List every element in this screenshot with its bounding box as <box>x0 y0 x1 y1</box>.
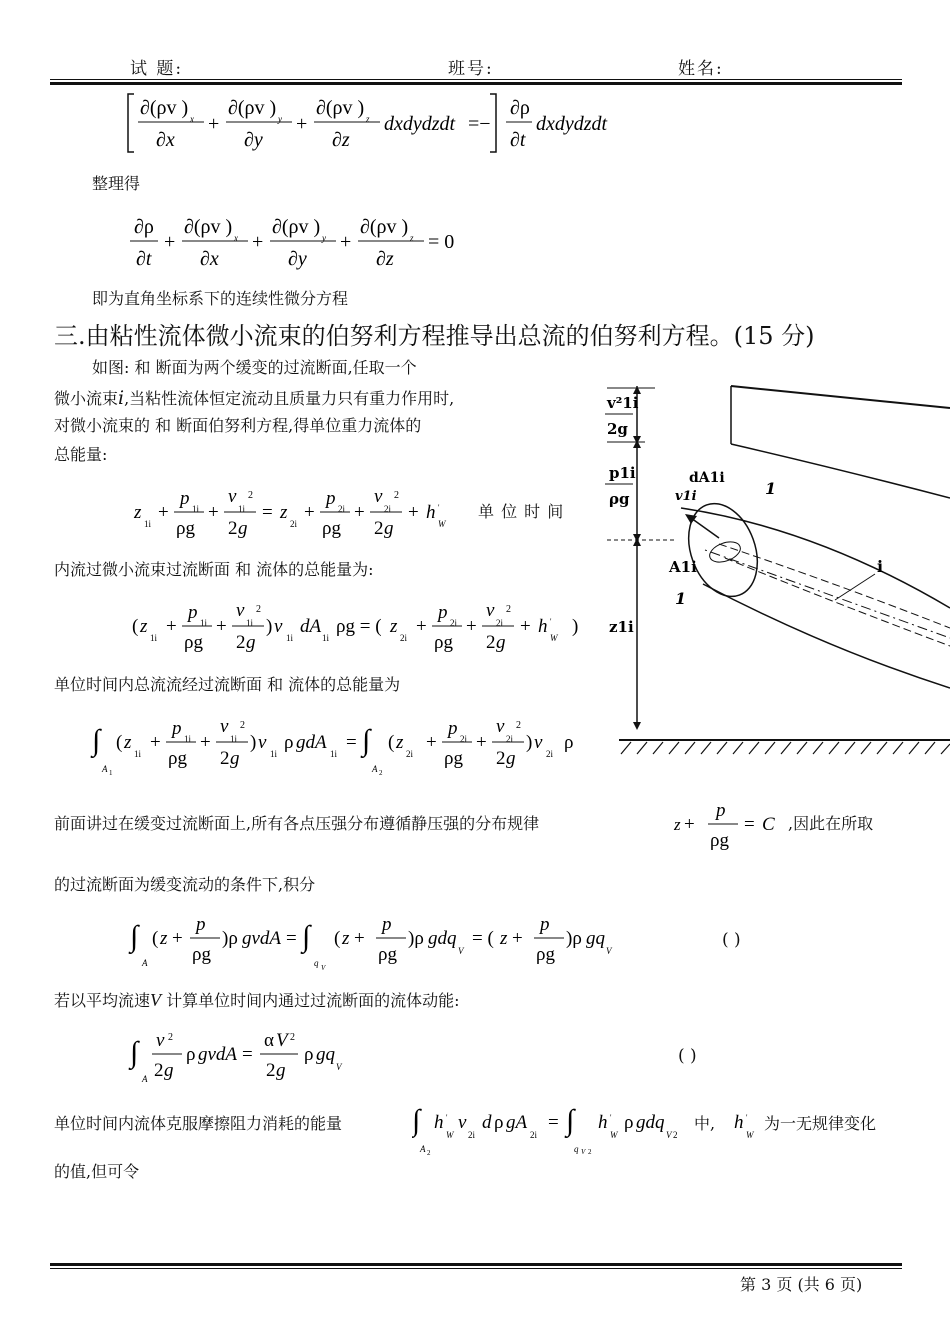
svg-text:+: + <box>684 814 695 835</box>
svg-text:+: + <box>158 502 169 523</box>
fig-label-dA: dA1i <box>689 470 725 486</box>
svg-text:': ' <box>550 617 552 626</box>
svg-text:2: 2 <box>588 1148 592 1156</box>
svg-text:g: g <box>506 748 516 769</box>
svg-text:+: + <box>150 732 161 753</box>
svg-text:g: g <box>238 518 248 539</box>
svg-text:1i: 1i <box>238 504 246 514</box>
svg-text:+: + <box>216 616 227 637</box>
svg-text:W: W <box>438 519 446 529</box>
svg-text:z: z <box>124 732 132 753</box>
svg-text:= (: = ( <box>472 928 494 949</box>
para4-text: 前面讲过在缓变过流断面上,所有各点压强分布遵循静压强的分布规律 <box>54 814 540 833</box>
svg-text:+: + <box>408 502 419 523</box>
equation-number-1: ( ) <box>722 930 741 950</box>
streamtube-figure <box>585 378 950 768</box>
svg-text:2i: 2i <box>506 734 514 744</box>
svg-text:p: p <box>326 488 336 509</box>
svg-text:2: 2 <box>240 720 245 731</box>
svg-text:': ' <box>746 1113 748 1122</box>
svg-text:): ) <box>250 732 257 753</box>
svg-text:∫: ∫ <box>566 1104 575 1137</box>
svg-text:': ' <box>610 1113 612 1122</box>
svg-text:A: A <box>142 1074 148 1084</box>
svg-text:V: V <box>321 964 326 972</box>
svg-text:V: V <box>276 1030 288 1051</box>
svg-text:V: V <box>606 946 612 956</box>
equation-number-2: ( ) <box>678 1046 697 1066</box>
svg-text:)ρ: )ρ <box>566 928 582 949</box>
svg-text:A: A <box>372 764 378 774</box>
fig-label-v1i: v1i <box>675 489 697 504</box>
svg-text:z: z <box>396 732 404 753</box>
svg-text:2: 2 <box>168 1032 173 1043</box>
svg-text:v: v <box>156 1030 165 1051</box>
svg-text:)ρ: )ρ <box>222 928 238 949</box>
svg-text:': ' <box>438 503 440 512</box>
svg-text:z: z <box>366 114 370 124</box>
svg-text:z: z <box>390 616 398 637</box>
svg-text:2: 2 <box>673 1130 678 1140</box>
unit-time-text: 单 位 时 间 <box>478 502 565 521</box>
class-label: 班号: <box>448 59 494 79</box>
svg-text:): ) <box>526 732 533 753</box>
svg-text:gq: gq <box>316 1044 335 1065</box>
svg-text:∂z: ∂z <box>376 248 394 270</box>
svg-text:+: + <box>340 231 352 253</box>
svg-text:∂z: ∂z <box>332 129 350 151</box>
svg-text:A: A <box>102 764 108 774</box>
para4-tail: ,因此在所取 <box>788 814 874 833</box>
svg-text:(: ( <box>132 616 139 637</box>
svg-text:∂(ρv ): ∂(ρv ) <box>316 97 365 119</box>
svg-text:ρ: ρ <box>494 1112 504 1133</box>
svg-text:d: d <box>482 1112 492 1133</box>
svg-text:z: z <box>160 928 168 949</box>
svg-text:+: + <box>520 616 531 637</box>
equation-streamtube-bernoulli <box>130 482 470 547</box>
svg-text:∂(ρv ): ∂(ρv ) <box>360 216 409 238</box>
equation-kinetic-energy <box>128 1024 368 1095</box>
svg-text:2i: 2i <box>450 618 458 628</box>
svg-text:g: g <box>496 632 506 653</box>
svg-text:g: g <box>384 518 394 539</box>
svg-text:α: α <box>264 1030 274 1051</box>
svg-text:2: 2 <box>496 748 506 769</box>
fig-label-i: i <box>877 557 884 576</box>
svg-text:=: = <box>548 1112 559 1133</box>
svg-text:∂ρ: ∂ρ <box>134 216 154 238</box>
svg-text:2: 2 <box>290 1032 295 1043</box>
para1-line4: 总能量: <box>54 445 108 464</box>
svg-text:2: 2 <box>506 604 511 615</box>
svg-text:v: v <box>236 600 245 621</box>
svg-text:+: + <box>208 113 220 135</box>
svg-text:q: q <box>574 1144 579 1154</box>
equation-potential-integral <box>128 908 628 979</box>
svg-text:∂ρ: ∂ρ <box>510 97 530 119</box>
fig-label-p: p1i <box>609 464 636 482</box>
fig-label-1-top: 1 <box>765 479 777 498</box>
svg-text:': ' <box>446 1113 448 1122</box>
svg-text:1i: 1i <box>322 633 330 643</box>
fig-label-1-bottom: 1 <box>675 589 687 608</box>
svg-text:W: W <box>446 1130 454 1140</box>
svg-text:h: h <box>434 1112 444 1133</box>
name-label: 姓名: <box>678 59 724 79</box>
svg-text:2i: 2i <box>406 749 414 759</box>
svg-text:2: 2 <box>394 490 399 501</box>
section-title: 三.由粘性流体微小流束的伯努利方程推导出总流的伯努利方程。(15 分) <box>54 322 815 350</box>
svg-text:ρ: ρ <box>304 1044 314 1065</box>
svg-text:=: = <box>242 1044 253 1065</box>
svg-text:(: ( <box>152 928 159 949</box>
svg-text:A: A <box>142 958 148 968</box>
svg-text:2i: 2i <box>546 749 554 759</box>
svg-text:gdq: gdq <box>428 928 457 949</box>
svg-text:2: 2 <box>266 1060 276 1081</box>
svg-text:∫: ∫ <box>412 1104 421 1137</box>
svg-text:x: x <box>234 233 238 243</box>
svg-text:x: x <box>190 114 194 124</box>
svg-text:q: q <box>314 958 319 968</box>
svg-text:h: h <box>598 1112 608 1133</box>
svg-text:2: 2 <box>154 1060 164 1081</box>
svg-text:z: z <box>140 616 148 637</box>
svg-text:p: p <box>180 488 190 509</box>
svg-text:2: 2 <box>427 1149 431 1157</box>
svg-text:z: z <box>674 815 681 834</box>
svg-text:g: g <box>164 1060 174 1081</box>
svg-text:v: v <box>274 616 283 637</box>
svg-text:p: p <box>172 718 182 739</box>
svg-text:p: p <box>716 800 726 821</box>
svg-text:∂x: ∂x <box>156 129 175 151</box>
svg-text:+: + <box>164 231 176 253</box>
svg-text:∂x: ∂x <box>200 248 219 270</box>
svg-text:2i: 2i <box>338 504 346 514</box>
para1-line3: 对微小流束的 和 断面伯努利方程,得单位重力流体的 <box>54 416 422 435</box>
para2: 内流过微小流束过流断面 和 流体的总能量为: <box>54 560 374 579</box>
svg-text:2i: 2i <box>290 519 298 529</box>
svg-text:p: p <box>196 914 206 935</box>
svg-text:1i: 1i <box>270 749 278 759</box>
svg-text:+: + <box>172 928 183 949</box>
svg-text:1i: 1i <box>246 618 254 628</box>
svg-text:p: p <box>438 602 448 623</box>
svg-text:y: y <box>322 233 326 243</box>
svg-text:gdA: gdA <box>296 732 327 753</box>
svg-text:ρg: ρg <box>710 830 729 851</box>
header-rule-thin <box>50 79 902 80</box>
svg-text:+: + <box>296 113 308 135</box>
para8: 的值,但可令 <box>54 1162 140 1181</box>
svg-text:(: ( <box>334 928 341 949</box>
fig-label-rhog: ρg <box>609 490 630 508</box>
svg-text:∫: ∫ <box>302 920 311 953</box>
svg-text:ρg: ρg <box>168 748 187 769</box>
svg-text:ρ: ρ <box>624 1112 634 1133</box>
svg-text:W: W <box>550 633 558 643</box>
para7-tail: 为一无规律变化 <box>764 1114 877 1133</box>
svg-text:W: W <box>746 1130 754 1140</box>
para1-line1: 如图: 和 断面为两个缓变的过流断面,任取一个 <box>92 358 417 377</box>
svg-text:dA: dA <box>300 616 322 637</box>
svg-text:2: 2 <box>256 604 261 615</box>
fig-label-z1i: z1i <box>609 618 634 636</box>
svg-text:ρg = (: ρg = ( <box>336 616 382 637</box>
svg-text:+: + <box>512 928 523 949</box>
para7-text: 单位时间内流体克服摩擦阻力消耗的能量 <box>54 1114 343 1133</box>
svg-text:+: + <box>166 616 177 637</box>
svg-text:v: v <box>486 600 495 621</box>
footer-rule-thin <box>50 1268 902 1269</box>
svg-text:+: + <box>354 928 365 949</box>
svg-text:∂y: ∂y <box>288 248 307 270</box>
equation-friction-loss <box>412 1092 688 1163</box>
svg-text:1i: 1i <box>200 618 208 628</box>
svg-text:v: v <box>374 486 383 507</box>
svg-text:+: + <box>208 502 219 523</box>
svg-text:dxdydzdt: dxdydzdt <box>536 113 608 135</box>
svg-text:g: g <box>246 632 256 653</box>
header-rule-thick <box>50 82 902 85</box>
svg-text:∫: ∫ <box>92 724 101 757</box>
svg-text:v: v <box>220 716 229 737</box>
svg-text:V: V <box>581 1148 586 1156</box>
equation-hw-prime <box>732 1106 762 1145</box>
svg-text:1i: 1i <box>230 734 238 744</box>
svg-text:∫: ∫ <box>130 920 139 953</box>
svg-text:=: = <box>262 502 273 523</box>
equation-continuity <box>128 205 468 280</box>
svg-text:=: = <box>286 928 297 949</box>
fig-label-A1i: A1i <box>669 558 697 576</box>
svg-text:p: p <box>448 718 458 739</box>
svg-text:(: ( <box>388 732 395 753</box>
svg-text:2i: 2i <box>530 1130 538 1140</box>
equation-continuity-expanded <box>118 88 638 163</box>
svg-text:2: 2 <box>516 720 521 731</box>
svg-text:v: v <box>458 1112 467 1133</box>
page-number: 第 3 页 (共 6 页) <box>740 1275 863 1294</box>
equation-streamtube-energy <box>128 598 584 663</box>
svg-text:h: h <box>734 1112 744 1133</box>
para6: 若以平均流速V 计算单位时间内通过过流断面的流体动能: <box>54 990 460 1010</box>
svg-text:2: 2 <box>374 518 384 539</box>
equation-static-pressure-law <box>672 796 782 861</box>
svg-text:1i: 1i <box>134 749 142 759</box>
svg-text:∂y: ∂y <box>244 129 263 151</box>
svg-text:2: 2 <box>248 490 253 501</box>
svg-text:∂(ρv ): ∂(ρv ) <box>140 97 189 119</box>
svg-text:ρg: ρg <box>536 944 555 965</box>
svg-text:∂(ρv ): ∂(ρv ) <box>184 216 233 238</box>
para7-middle: 中, <box>694 1114 716 1133</box>
conclusion-text: 即为直角坐标系下的连续性微分方程 <box>92 289 349 308</box>
svg-text:2i: 2i <box>496 618 504 628</box>
fig-label-v2: v²1i <box>607 394 639 412</box>
svg-text:= 0: = 0 <box>428 231 455 253</box>
svg-text:∂t: ∂t <box>136 248 152 270</box>
svg-text:2: 2 <box>236 632 246 653</box>
svg-text:∂(ρv ): ∂(ρv ) <box>272 216 321 238</box>
svg-text:2i: 2i <box>468 1130 476 1140</box>
exam-label: 试 题: <box>130 59 184 79</box>
svg-text:)ρ: )ρ <box>408 928 424 949</box>
svg-text:∫: ∫ <box>362 724 371 757</box>
svg-text:=−: =− <box>468 113 491 135</box>
svg-text:1i: 1i <box>192 504 200 514</box>
para5: 的过流断面为缓变流动的条件下,积分 <box>54 875 316 894</box>
svg-text:): ) <box>266 616 273 637</box>
svg-text:p: p <box>540 914 550 935</box>
svg-text:ρg: ρg <box>184 632 203 653</box>
svg-text:ρ: ρ <box>186 1044 196 1065</box>
svg-text:+: + <box>416 616 427 637</box>
footer-rule-thick <box>50 1263 902 1266</box>
svg-text:v: v <box>258 732 267 753</box>
svg-text:2i: 2i <box>460 734 468 744</box>
svg-text:gA: gA <box>506 1112 528 1133</box>
equation-total-energy-integral <box>90 712 582 783</box>
svg-text:1i: 1i <box>330 749 338 759</box>
svg-text:dxdydzdt: dxdydzdt <box>384 113 456 135</box>
svg-text:gq: gq <box>586 928 605 949</box>
svg-text:2: 2 <box>228 518 238 539</box>
svg-text:C: C <box>762 814 775 835</box>
svg-text:h: h <box>426 502 436 523</box>
arrange-text: 整理得 <box>92 174 141 193</box>
svg-text:∫: ∫ <box>130 1036 139 1069</box>
para3: 单位时间内总流流经过流断面 和 流体的总能量为 <box>54 675 401 694</box>
svg-text:ρ: ρ <box>284 732 294 753</box>
svg-text:p: p <box>382 914 392 935</box>
svg-text:=: = <box>744 814 755 835</box>
svg-text:+: + <box>354 502 365 523</box>
svg-text:ρg: ρg <box>176 518 195 539</box>
svg-text:2: 2 <box>379 769 383 777</box>
svg-text:+: + <box>466 616 477 637</box>
svg-text:ρ: ρ <box>564 732 574 753</box>
svg-text:+: + <box>252 231 264 253</box>
svg-text:): ) <box>572 616 579 637</box>
svg-text:+: + <box>476 732 487 753</box>
svg-text:z: z <box>280 502 288 523</box>
svg-text:z: z <box>500 928 508 949</box>
svg-text:ρg: ρg <box>192 944 211 965</box>
svg-text:g: g <box>276 1060 286 1081</box>
svg-text:V: V <box>458 946 464 956</box>
svg-text:2i: 2i <box>400 633 408 643</box>
svg-text:2: 2 <box>220 748 230 769</box>
svg-text:∂t: ∂t <box>510 129 526 151</box>
svg-text:2: 2 <box>486 632 496 653</box>
svg-text:2i: 2i <box>384 504 392 514</box>
svg-text:1i: 1i <box>144 519 152 529</box>
svg-text:1i: 1i <box>286 633 294 643</box>
svg-text:W: W <box>610 1130 618 1140</box>
svg-text:z: z <box>134 502 142 523</box>
svg-text:gvdA: gvdA <box>242 928 282 949</box>
svg-text:=: = <box>346 732 357 753</box>
svg-text:z: z <box>342 928 350 949</box>
svg-text:v: v <box>534 732 543 753</box>
svg-text:ρg: ρg <box>444 748 463 769</box>
svg-text:h: h <box>538 616 548 637</box>
svg-text:gdq: gdq <box>636 1112 665 1133</box>
svg-text:V: V <box>336 1062 342 1072</box>
fig-label-2g: 2g <box>607 420 628 438</box>
svg-text:gvdA: gvdA <box>198 1044 238 1065</box>
svg-text:z: z <box>410 233 414 243</box>
svg-text:g: g <box>230 748 240 769</box>
svg-text:ρg: ρg <box>322 518 341 539</box>
svg-text:(: ( <box>116 732 123 753</box>
svg-text:+: + <box>426 732 437 753</box>
svg-text:ρg: ρg <box>434 632 453 653</box>
svg-text:y: y <box>278 114 282 124</box>
svg-text:+: + <box>200 732 211 753</box>
svg-text:+: + <box>304 502 315 523</box>
svg-text:v: v <box>496 716 505 737</box>
svg-text:1: 1 <box>109 769 113 777</box>
svg-text:1i: 1i <box>184 734 192 744</box>
svg-text:A: A <box>420 1144 426 1154</box>
svg-text:V: V <box>666 1130 672 1140</box>
svg-text:1i: 1i <box>150 633 158 643</box>
svg-text:v: v <box>228 486 237 507</box>
svg-text:ρg: ρg <box>378 944 397 965</box>
svg-text:p: p <box>188 602 198 623</box>
svg-text:∂(ρv ): ∂(ρv ) <box>228 97 277 119</box>
para1-line2: 微小流束i,当粘性流体恒定流动且质量力只有重力作用时, <box>54 387 455 409</box>
